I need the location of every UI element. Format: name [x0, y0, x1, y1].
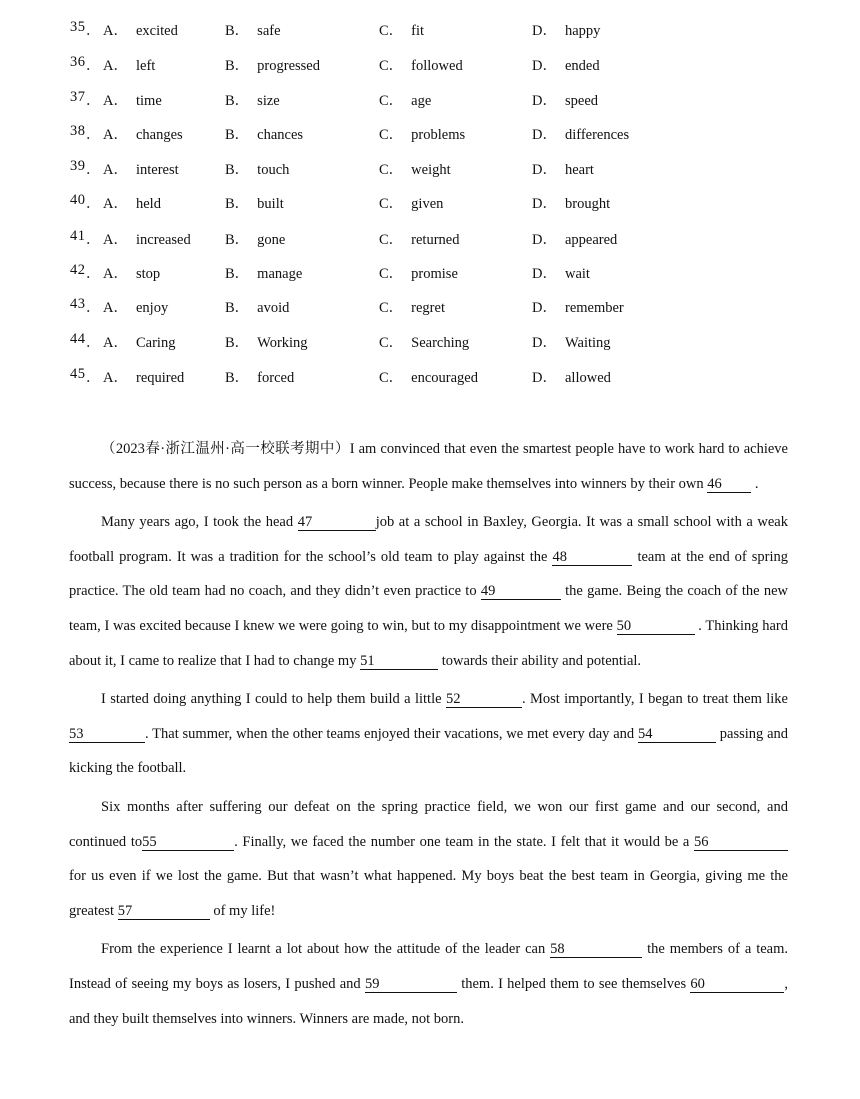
- option-a: [103, 366, 184, 387]
- option-letter: A．: [103, 162, 128, 178]
- option-text: heart: [564, 162, 594, 178]
- question-number-dot: ．: [86, 162, 101, 178]
- blank-55: 55: [142, 834, 234, 851]
- text: them. I helped them to see themselves: [456, 975, 691, 992]
- blank-57: 57: [118, 903, 210, 920]
- option-letter: B．: [225, 23, 250, 39]
- option-letter: C．: [379, 127, 404, 143]
- blank-60: 60: [690, 976, 784, 993]
- question-row: [0, 228, 860, 248]
- option-letter: A．: [103, 127, 128, 143]
- blank-48: 48: [552, 549, 632, 566]
- option-a: [103, 296, 168, 317]
- option-a: [103, 54, 155, 75]
- option-d: [532, 192, 610, 213]
- option-a: [103, 262, 160, 283]
- option-text: happy: [564, 23, 601, 39]
- option-b: [225, 262, 302, 283]
- option-d: [532, 19, 600, 40]
- option-letter: A．: [103, 266, 128, 282]
- option-text: size: [257, 93, 280, 109]
- option-c: [379, 366, 478, 387]
- question-row: [0, 158, 860, 178]
- question-number: 38: [70, 123, 86, 139]
- option-text: Searching: [411, 335, 470, 351]
- question-number-dot: ．: [86, 93, 101, 109]
- text: I am convinced that even the smartest people have to work hard to achieve success, because there is no such person as a born winner. People make themselves into winners by their own: [69, 441, 788, 492]
- option-a: [103, 19, 178, 40]
- option-b: [225, 89, 280, 110]
- option-text: held: [135, 196, 161, 212]
- option-c: [379, 228, 459, 249]
- option-a: [103, 89, 162, 110]
- option-b: [225, 296, 289, 317]
- option-text: touch: [257, 162, 290, 178]
- option-b: [225, 158, 289, 179]
- text: From the experience I learnt a lot about how the attitude of the leader can: [101, 941, 551, 958]
- option-letter: B．: [225, 300, 250, 316]
- question-number: 35: [70, 19, 86, 35]
- option-letter: A．: [103, 300, 128, 316]
- question-number: 42: [70, 262, 86, 278]
- option-c: [379, 19, 424, 40]
- option-b: [225, 192, 284, 213]
- text: . Finally, we faced the number one team in the state. I felt that it would be a: [234, 833, 694, 850]
- option-text: age: [411, 93, 432, 109]
- source-label: （2023春·浙江温州·高一校联考期中）: [101, 441, 350, 457]
- option-letter: D．: [532, 23, 557, 39]
- blank-49: 49: [481, 583, 561, 600]
- text: Many years ago, I took the head: [101, 514, 298, 531]
- option-letter: C．: [379, 162, 404, 178]
- option-text: time: [135, 93, 162, 109]
- text: . Most importantly, I began to treat them like: [521, 691, 788, 708]
- question-number-dot: ．: [86, 300, 101, 316]
- question-number-dot: ．: [86, 335, 101, 351]
- option-text: changes: [135, 127, 183, 143]
- option-text: Working: [257, 335, 308, 351]
- text: Six months after suffering our defeat on the spring practice field, we won our first game and our second, and continued to: [69, 798, 788, 850]
- option-c: [379, 262, 458, 283]
- option-text: regret: [411, 300, 445, 316]
- option-letter: D．: [532, 335, 557, 351]
- option-d: [532, 366, 611, 387]
- option-a: [103, 228, 191, 249]
- option-text: forced: [257, 370, 295, 386]
- paragraph-2: [69, 505, 788, 678]
- question-number: 36: [70, 54, 86, 70]
- paragraph-5: [69, 932, 788, 1036]
- option-text: avoid: [257, 300, 290, 316]
- option-d: [532, 331, 611, 352]
- option-letter: B．: [225, 93, 250, 109]
- option-c: [379, 331, 469, 352]
- question-number-dot: ．: [86, 58, 101, 74]
- blank-58: 58: [550, 941, 642, 958]
- option-text: promise: [411, 266, 458, 282]
- option-d: [532, 228, 617, 249]
- option-letter: D．: [532, 162, 557, 178]
- blank-53: 53: [69, 726, 145, 743]
- text: the members of a team. Instead of seeing my boys as losers, I pushed and: [69, 941, 789, 992]
- question-row: [0, 262, 860, 282]
- blank-52: 52: [446, 691, 522, 708]
- option-text: speed: [564, 93, 598, 109]
- option-letter: C．: [379, 93, 404, 109]
- option-letter: C．: [379, 58, 404, 74]
- question-number-dot: ．: [86, 196, 101, 212]
- text: job at a school in Baxley, Georgia. It was a small school with a weak football program. It was a tradition for the school’s old team to play against the: [69, 514, 788, 565]
- option-letter: C．: [379, 232, 404, 248]
- option-letter: B．: [225, 127, 250, 143]
- option-text: Waiting: [564, 335, 611, 351]
- option-text: manage: [257, 266, 303, 282]
- option-d: [532, 262, 590, 283]
- blank-51: 51: [360, 653, 438, 670]
- option-text: Caring: [135, 335, 176, 351]
- option-text: ended: [564, 58, 600, 74]
- blank-50: 50: [617, 618, 695, 635]
- question-row: [0, 331, 860, 351]
- option-text: returned: [411, 232, 460, 248]
- option-text: differences: [564, 127, 630, 143]
- option-d: [532, 158, 594, 179]
- question-number-dot: ．: [86, 23, 101, 39]
- option-letter: C．: [379, 23, 404, 39]
- option-letter: A．: [103, 58, 128, 74]
- option-a: [103, 123, 183, 144]
- option-letter: B．: [225, 232, 250, 248]
- option-b: [225, 123, 303, 144]
- option-c: [379, 158, 451, 179]
- option-letter: C．: [379, 300, 404, 316]
- option-text: allowed: [564, 370, 611, 386]
- option-letter: B．: [225, 370, 250, 386]
- option-text: gone: [257, 232, 286, 248]
- question-number: 40: [70, 192, 86, 208]
- option-letter: A．: [103, 370, 128, 386]
- question-number: 44: [70, 331, 86, 347]
- option-letter: D．: [532, 93, 557, 109]
- question-number: 37: [70, 89, 86, 105]
- question-number: 39: [70, 158, 86, 174]
- text: of my life!: [209, 902, 276, 919]
- option-letter: B．: [225, 335, 250, 351]
- option-d: [532, 54, 600, 75]
- question-number-dot: ．: [86, 127, 101, 143]
- option-letter: A．: [103, 196, 128, 212]
- text: for us even if we lost the game. But that wasn’t what happened. My boys beat the best team in Georgia, giving me the greatest: [69, 868, 788, 919]
- option-c: [379, 123, 465, 144]
- question-number: 41: [70, 228, 86, 244]
- option-text: fit: [411, 23, 425, 39]
- option-a: [103, 192, 161, 213]
- option-letter: B．: [225, 196, 250, 212]
- blank-54: 54: [638, 726, 716, 743]
- option-letter: B．: [225, 58, 250, 74]
- option-letter: C．: [379, 370, 404, 386]
- option-text: safe: [257, 23, 281, 39]
- option-b: [225, 366, 294, 387]
- option-letter: D．: [532, 196, 557, 212]
- text: the game. Being the coach of the new team, I was excited because I knew we were going to win, but to my disappointment we were: [69, 583, 788, 634]
- option-text: wait: [564, 266, 590, 282]
- option-text: brought: [564, 196, 611, 212]
- paragraph-3: [69, 682, 788, 786]
- option-letter: B．: [225, 162, 250, 178]
- option-letter: C．: [379, 266, 404, 282]
- option-letter: C．: [379, 196, 404, 212]
- option-text: required: [135, 370, 185, 386]
- paragraph-1: [69, 432, 788, 501]
- question-number-dot: ．: [86, 266, 101, 282]
- text: passing and kicking the football.: [69, 725, 788, 777]
- option-c: [379, 192, 443, 213]
- option-text: weight: [411, 162, 451, 178]
- question-row: [0, 123, 860, 143]
- question-row: [0, 89, 860, 109]
- text: team at the end of spring practice. The old team had no coach, and they didn’t even practice to: [69, 548, 788, 600]
- option-text: chances: [257, 127, 304, 143]
- option-text: problems: [411, 127, 466, 143]
- cloze-passage: [69, 432, 788, 1040]
- option-letter: C．: [379, 335, 404, 351]
- option-text: built: [257, 196, 284, 212]
- question-number: 43: [70, 296, 86, 312]
- option-a: [103, 158, 179, 179]
- option-text: left: [135, 58, 156, 74]
- blank-59: 59: [365, 976, 457, 993]
- option-b: [225, 228, 285, 249]
- text: , and they built themselves into winners. Winners are made, not born.: [69, 975, 788, 1027]
- text: towards their ability and potential.: [438, 652, 642, 669]
- option-a: [103, 331, 175, 352]
- question-row: [0, 19, 860, 39]
- question-number-dot: ．: [86, 370, 101, 386]
- option-text: interest: [135, 162, 179, 178]
- text: . That summer, when the other teams enjoyed their vacations, we met every day and: [145, 725, 638, 742]
- text: .: [751, 475, 759, 492]
- option-b: [225, 54, 320, 75]
- option-c: [379, 296, 445, 317]
- option-d: [532, 296, 624, 317]
- question-row: [0, 296, 860, 316]
- option-d: [532, 89, 598, 110]
- option-letter: A．: [103, 93, 128, 109]
- question-number-dot: ．: [86, 232, 101, 248]
- option-text: encouraged: [411, 370, 478, 386]
- option-b: [225, 19, 281, 40]
- option-text: followed: [411, 58, 463, 74]
- option-letter: D．: [532, 300, 557, 316]
- question-row: [0, 54, 860, 74]
- question-row: [0, 366, 860, 386]
- paragraph-4: [69, 790, 788, 928]
- option-d: [532, 123, 629, 144]
- option-letter: A．: [103, 335, 128, 351]
- text: I started doing anything I could to help them build a little: [101, 691, 446, 708]
- option-letter: D．: [532, 232, 557, 248]
- question-row: [0, 192, 860, 212]
- blank-47: 47: [298, 514, 376, 531]
- option-c: [379, 89, 431, 110]
- option-letter: D．: [532, 266, 557, 282]
- option-text: enjoy: [135, 300, 169, 316]
- option-text: remember: [564, 300, 624, 316]
- option-text: progressed: [257, 58, 320, 74]
- option-letter: D．: [532, 370, 557, 386]
- option-text: increased: [135, 232, 191, 248]
- option-letter: A．: [103, 23, 128, 39]
- blank-56: 56: [694, 834, 788, 851]
- blank-46: 46: [707, 476, 751, 493]
- option-text: given: [411, 196, 444, 212]
- option-letter: D．: [532, 58, 557, 74]
- text: . Thinking hard about it, I came to realize that I had to change my: [69, 617, 788, 669]
- option-text: appeared: [564, 232, 618, 248]
- option-b: [225, 331, 308, 352]
- option-text: excited: [135, 23, 178, 39]
- option-c: [379, 54, 463, 75]
- question-number: 45: [70, 366, 86, 382]
- option-letter: B．: [225, 266, 250, 282]
- option-letter: A．: [103, 232, 128, 248]
- option-text: stop: [135, 266, 161, 282]
- option-letter: D．: [532, 127, 557, 143]
